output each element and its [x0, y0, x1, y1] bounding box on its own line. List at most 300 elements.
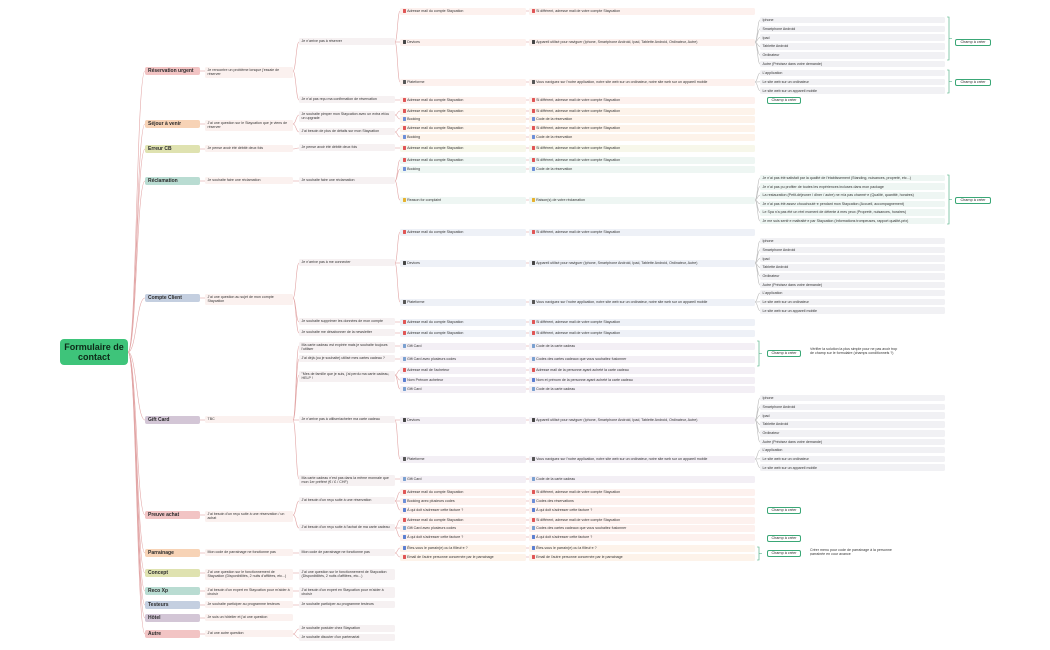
device-icon [403, 418, 406, 421]
field-text: Adresse mail du compte Staycation [407, 146, 464, 151]
mail-icon [403, 146, 406, 149]
platform-icon [532, 80, 535, 83]
field-node[interactable] [400, 116, 526, 123]
booking-icon [532, 167, 535, 170]
field-node[interactable] [400, 356, 526, 363]
group-bracket [947, 175, 952, 224]
category-node[interactable]: Séjour à venir [145, 120, 200, 128]
gift-icon [532, 357, 535, 360]
subquestion-node[interactable]: Je n'ai pas reçu ma confirmation de réservation [299, 96, 395, 103]
reason-option[interactable]: Le Spa n'a pas été un réel moment de détente à mes yeux (Propreté, nuisances, horaires) [760, 209, 945, 216]
field-node[interactable] [400, 330, 526, 337]
platform-icon [532, 457, 535, 460]
field-node[interactable] [529, 343, 755, 350]
note-text[interactable]: Vérifier la solution la plus simple pour ne pas avoir trop de champ sur le formulaire (champs conditionnels ?) [810, 347, 898, 356]
field-text: Vous naviguez sur l'notre application, notre site web sur un ordinateur, notre site web sur un appareil mobile [536, 300, 708, 305]
field-node[interactable] [400, 545, 526, 552]
field-node[interactable] [400, 97, 526, 104]
field-node[interactable] [529, 299, 755, 306]
create-field-button[interactable]: Champ à créer [767, 550, 801, 557]
subquestion-node[interactable]: Je n'arrive pas à me connecter [299, 259, 395, 266]
field-node[interactable] [529, 507, 755, 514]
device-option[interactable]: Tablette Android [760, 421, 945, 428]
category-node[interactable]: Autre [145, 630, 200, 638]
field-node[interactable] [400, 377, 526, 384]
field-text: Adresse mail du compte Staycation [407, 158, 464, 163]
create-field-button[interactable]: Champ à créer [767, 507, 801, 514]
field-node[interactable] [400, 386, 526, 393]
field-text: Si différent, adresse mail de votre compte Staycation [536, 98, 621, 103]
person-icon [532, 508, 535, 511]
field-text: Raison(s) de votre réclamation [536, 198, 586, 203]
connector-line [293, 263, 299, 298]
subquestion-node[interactable]: Je souhaite faire une réclamation [299, 177, 395, 184]
field-text: Si différent, adresse mail de votre compte Staycation [536, 490, 621, 495]
connector-line [128, 149, 145, 352]
field-node[interactable] [400, 134, 526, 141]
mail-icon [403, 109, 406, 112]
connector-line [395, 11, 400, 42]
person-icon [532, 546, 535, 549]
create-field-button[interactable]: Champ à créer [955, 39, 991, 46]
connector-line [395, 232, 400, 263]
field-node[interactable] [400, 417, 526, 424]
gift-icon [403, 357, 406, 360]
platform-icon [532, 300, 535, 303]
question-node[interactable]: TBC [205, 416, 293, 423]
mail-icon [532, 158, 535, 161]
gift-icon [532, 387, 535, 390]
field-node[interactable] [529, 554, 755, 561]
field-text: À qui doit s'adresser cette facture ? [407, 535, 464, 540]
subquestion-node[interactable]: Je souhaite discuter d'un partenariat [299, 634, 395, 641]
mail-icon [403, 9, 406, 12]
mail-icon [403, 320, 406, 323]
field-node[interactable] [400, 157, 526, 164]
category-node[interactable]: Testeurs [145, 601, 200, 609]
mail-icon [403, 518, 406, 521]
subquestion-node[interactable]: Je souhaite postuler chez Staycation [299, 625, 395, 632]
category-node[interactable]: Concept [145, 569, 200, 577]
field-text: Code de la carte cadeau [536, 477, 576, 482]
mail-icon [403, 98, 406, 101]
field-node[interactable] [400, 343, 526, 350]
field-text: Si différent, adresse mail de votre compte Staycation [536, 158, 621, 163]
field-node[interactable] [529, 525, 755, 532]
mail-icon [403, 126, 406, 129]
field-node[interactable] [400, 367, 526, 374]
platform-option[interactable]: L'application [760, 447, 945, 454]
field-node[interactable] [400, 166, 526, 173]
platform-option[interactable]: L'application [760, 290, 945, 297]
field-text: À qui doit s'adresser cette facture ? [536, 508, 593, 513]
field-node[interactable] [400, 554, 526, 561]
field-text: Nom et prénom de la personne ayant acheté la carte cadeau [536, 378, 633, 383]
field-text: Gift Card [407, 344, 422, 349]
group-bracket [757, 547, 762, 560]
field-text: Si différent, adresse mail de votre compte Staycation [536, 109, 621, 114]
subquestion-node[interactable]: Je souhaite me désabonner de la newsletter [299, 329, 395, 336]
field-text: Adresse mail du compte Staycation [407, 490, 464, 495]
device-option[interactable]: Tablette Android [760, 43, 945, 50]
field-text: Code de la réservation [536, 117, 573, 122]
field-text: À qui doit s'adresser cette facture ? [536, 535, 593, 540]
mail-icon [532, 555, 535, 558]
field-node[interactable] [400, 498, 526, 505]
field-node[interactable] [529, 134, 755, 141]
subquestion-node[interactable]: Je n'arrive pas à utiliser/acheter ma carte cadeau [299, 416, 395, 423]
field-node[interactable] [529, 367, 755, 374]
warning-icon [532, 198, 535, 201]
mail-icon [403, 555, 406, 558]
field-text: Adresse mail du compte Staycation [407, 98, 464, 103]
subquestion-node[interactable]: Je pense avoir été débité deux fois [299, 144, 395, 151]
field-text: Adresse mail du compte Staycation [407, 320, 464, 325]
platform-option[interactable]: Le site web sur un ordinateur [760, 456, 945, 463]
question-node[interactable]: J'ai besoin d'un expert en Staycation pour m'aider à choisir [205, 587, 293, 598]
field-text: Gift Card avec plusieurs codes [407, 526, 457, 531]
field-node[interactable] [529, 386, 755, 393]
field-text: Plateforme [407, 80, 425, 85]
field-text: Devices [407, 40, 420, 45]
question-node[interactable]: Mon code de parrainage ne fonctionne pas [205, 549, 293, 556]
reason-option[interactable]: Je n'ai pas été satisfait par la qualité de l'établissement (Standing, nuisances, propreté, etc...) [760, 175, 945, 182]
connector-line [293, 359, 299, 420]
field-text: Code de la réservation [536, 167, 573, 172]
gift-icon [403, 387, 406, 390]
platform-option[interactable]: Le site web sur un appareil mobile [760, 87, 945, 94]
field-node[interactable] [529, 197, 755, 204]
field-text: Adresse mail de la personne ayant acheté la carte cadeau [536, 368, 629, 373]
field-node[interactable] [400, 525, 526, 532]
question-node[interactable]: Je rencontre un problème lorsque j'essaie de réserver [205, 67, 293, 78]
person-icon [403, 378, 406, 381]
category-node[interactable]: Réclamation [145, 177, 200, 185]
reason-option[interactable]: Je n'ai pas été assez chouchouté·e pendant mon Staycation (Accueil, accompagnement) [760, 201, 945, 208]
person-icon [403, 508, 406, 511]
connector-line [395, 263, 400, 302]
root-node[interactable]: Formulaire de contact [60, 339, 128, 365]
field-node[interactable] [529, 476, 755, 483]
connector-line [293, 501, 299, 515]
connector-line [395, 42, 400, 82]
group-bracket [947, 70, 952, 93]
field-text: Adresse mail du compte Staycation [407, 109, 464, 114]
connector-line [128, 71, 145, 352]
question-node[interactable]: Je suis un hôtelier et j'ai une question [205, 614, 293, 621]
field-node[interactable] [529, 330, 755, 337]
platform-option[interactable]: L'application [760, 70, 945, 77]
field-node[interactable] [529, 229, 755, 236]
field-text: Adresse mail du compte Staycation [407, 126, 464, 131]
note-text[interactable]: Créer menu pour code de parrainage à la personne parrainée en cour avance [810, 548, 898, 556]
mail-icon [532, 490, 535, 493]
field-text: Nom Prénom acheteur [407, 378, 444, 383]
device-option[interactable]: Iphone [760, 238, 945, 245]
group-bracket [947, 17, 952, 60]
field-node[interactable] [400, 197, 526, 204]
subquestion-node[interactable]: J'ai déjà (ou je souhaite) utilisé mes cartes cadeau ? [299, 355, 395, 362]
subquestion-node[interactable]: Je souhaite supprimer les données de mon compte [299, 318, 395, 325]
mail-icon [403, 331, 406, 334]
question-node[interactable]: Je souhaite faire une réclamation [205, 177, 293, 184]
create-field-button[interactable]: Champ à créer [767, 535, 801, 542]
field-text: Êtes-vous le parrain(e) ou la filleul·e ? [536, 546, 597, 551]
category-node[interactable]: Réservation urgent [145, 67, 200, 75]
field-text: Si différent, adresse mail de votre compte Staycation [536, 230, 621, 235]
field-text: Si différent, adresse mail de votre compte Staycation [536, 320, 621, 325]
mail-icon [403, 230, 406, 233]
field-text: Gift Card [407, 477, 422, 482]
field-node[interactable] [400, 517, 526, 524]
field-text: Email de l'autre personne concernée par le parrainage [536, 555, 623, 560]
field-node[interactable] [529, 108, 755, 115]
field-node[interactable] [400, 125, 526, 132]
category-node[interactable]: Parrainage [145, 549, 200, 557]
field-text: Si différent, adresse mail de votre compte Staycation [536, 331, 621, 336]
field-node[interactable] [529, 166, 755, 173]
question-node[interactable]: Je pense avoir été débité deux fois [205, 145, 293, 152]
connector-line [128, 352, 145, 634]
field-text: Codes des réservations [536, 499, 574, 504]
field-node[interactable] [400, 299, 526, 306]
mail-icon [532, 146, 535, 149]
device-option[interactable]: Ipad [760, 34, 945, 41]
booking-icon [403, 135, 406, 138]
booking-icon [403, 167, 406, 170]
gift-icon [532, 526, 535, 529]
booking-icon [532, 135, 535, 138]
gift-icon [532, 344, 535, 347]
gift-icon [532, 477, 535, 480]
device-option[interactable]: Autre (Précisez dans votre demande) [760, 439, 945, 446]
booking-icon [532, 499, 535, 502]
field-text: Booking [407, 167, 421, 172]
device-option[interactable]: Smartphone Android [760, 26, 945, 33]
field-text: Si différent, adresse mail de votre compte Staycation [536, 9, 621, 14]
connector-line [395, 420, 400, 459]
field-node[interactable] [400, 39, 526, 46]
booking-icon [403, 499, 406, 502]
field-node[interactable] [529, 125, 755, 132]
create-field-button[interactable]: Champ à créer [767, 350, 801, 357]
platform-option[interactable]: Le site web sur un appareil mobile [760, 464, 945, 471]
field-node[interactable] [400, 534, 526, 541]
field-text: Appareil utilisé pour naviguer (Iphone, Smartphone Android, Ipad, Tablette Android, Ordinateur, Autre) [536, 40, 698, 45]
reason-option[interactable]: La restauration (Petit-déjeuner / dîner / autre) ne m'a pas charmé·e (Qualité, quantité, horaires) [760, 192, 945, 199]
category-node[interactable]: Gift Card [145, 416, 200, 424]
device-icon [403, 40, 406, 43]
device-option[interactable]: Ordinateur [760, 52, 945, 59]
warning-icon [403, 198, 406, 201]
question-node[interactable]: Je souhaite participer au programme testeurs [205, 601, 293, 608]
question-node[interactable]: J'ai besoin d'un reçu suite à une réservation / un achat [205, 511, 293, 522]
booking-icon [532, 117, 535, 120]
field-node[interactable] [400, 507, 526, 514]
person-icon [403, 535, 406, 538]
field-node[interactable] [529, 545, 755, 552]
platform-option[interactable]: Le site web sur un ordinateur [760, 79, 945, 86]
field-text: Devices [407, 261, 420, 266]
field-node[interactable] [400, 145, 526, 152]
field-text: Booking [407, 117, 421, 122]
device-option[interactable]: Autre (Précisez dans votre demande) [760, 282, 945, 289]
mail-icon [532, 126, 535, 129]
category-node[interactable]: Compte Client [145, 294, 200, 302]
connector-line [128, 352, 145, 553]
field-node[interactable] [529, 8, 755, 15]
reason-option[interactable]: Je n'ai pas pu profiter de toutes les expériences incluses dans mon package [760, 183, 945, 190]
subquestion-node[interactable]: Mon code de parrainage ne fonctionne pas [299, 549, 395, 556]
mail-icon [532, 320, 535, 323]
gift-icon [403, 526, 406, 529]
device-icon [532, 40, 535, 43]
field-text: Email de l'autre personne concernée par le parrainage [407, 555, 494, 560]
field-text: Plateforme [407, 457, 425, 462]
device-option[interactable]: Smartphone Android [760, 247, 945, 254]
subquestion-node[interactable]: J'ai besoin d'un expert en Staycation pour m'aider à choisir [299, 587, 395, 598]
person-icon [532, 378, 535, 381]
subquestion-node[interactable]: Ma carte cadeau n'est pas dans la même monnaie que mon 1er préféré (€ / £ / CHF) [299, 475, 395, 486]
field-node[interactable] [529, 489, 755, 496]
field-text: Si différent, adresse mail de votre compte Staycation [536, 126, 621, 131]
subquestion-node[interactable]: Je souhaite participer au programme testeurs [299, 601, 395, 608]
platform-option[interactable]: Le site web sur un ordinateur [760, 299, 945, 306]
field-text: Plateforme [407, 300, 425, 305]
subquestion-node[interactable]: Ma carte cadeau est expirée mais je souhaite toujours l'utiliser [299, 342, 395, 353]
field-text: Codes des cartes cadeaux que vous souhaitez fusionner [536, 357, 627, 362]
field-node[interactable] [400, 108, 526, 115]
field-node[interactable] [529, 260, 755, 267]
field-text: Code de la carte cadeau [536, 344, 576, 349]
field-node[interactable] [400, 489, 526, 496]
question-node[interactable]: J'ai une question sur le fonctionnement de Staycation (Disponibilités, 2 nuits d'affilées, etc...) [205, 569, 293, 580]
field-text: Vous naviguez sur l'notre application, notre site web sur un ordinateur, notre site web sur un appareil mobile [536, 457, 708, 462]
subquestion-node[interactable]: Je n'arrive pas à réserver [299, 38, 395, 45]
device-icon [532, 261, 535, 264]
mail-icon [532, 368, 535, 371]
connector-line [293, 42, 299, 71]
create-field-button[interactable]: Champ à créer [955, 197, 991, 204]
field-text: Booking [407, 135, 421, 140]
device-option[interactable]: Autre (Précisez dans votre demande) [760, 61, 945, 68]
subquestion-node[interactable]: J'ai besoin de plus de détails sur mon Staycation [299, 128, 395, 135]
field-text: Gift Card avec plusieurs codes [407, 357, 457, 362]
field-node[interactable] [400, 319, 526, 326]
mail-icon [403, 368, 406, 371]
field-node[interactable] [400, 8, 526, 15]
field-text: Booking avec plusieurs codes [407, 499, 455, 504]
field-node[interactable] [529, 319, 755, 326]
connector-line [293, 420, 299, 479]
field-node[interactable] [529, 157, 755, 164]
mail-icon [532, 518, 535, 521]
field-node[interactable] [529, 39, 755, 46]
field-text: Adresse mail du compte Staycation [407, 331, 464, 336]
connector-line [128, 124, 145, 352]
field-node[interactable] [529, 116, 755, 123]
device-option[interactable]: Ordinateur [760, 430, 945, 437]
mail-icon [403, 490, 406, 493]
platform-option[interactable]: Le site web sur un appareil mobile [760, 307, 945, 314]
field-node[interactable] [529, 97, 755, 104]
field-node[interactable] [400, 79, 526, 86]
connector-line [293, 298, 299, 333]
field-node[interactable] [529, 456, 755, 463]
field-text: Gift Card [407, 387, 422, 392]
field-text: Si différent, adresse mail de votre compte Staycation [536, 146, 621, 151]
mail-icon [532, 109, 535, 112]
person-icon [403, 546, 406, 549]
subquestion-node[interactable]: J'ai besoin d'un reçu suite à l'achat de ma carte cadeau [299, 524, 395, 531]
category-node[interactable]: Erreur CB [145, 145, 200, 153]
field-text: Adresse mail du compte Staycation [407, 9, 464, 14]
field-text: Devices [407, 418, 420, 423]
device-option[interactable]: Ipad [760, 255, 945, 262]
field-node[interactable] [400, 476, 526, 483]
category-node[interactable]: Reco Xp [145, 587, 200, 595]
category-node[interactable]: Preuve achat [145, 511, 200, 519]
device-option[interactable]: Ordinateur [760, 273, 945, 280]
create-field-button[interactable]: Champ à créer [767, 97, 801, 104]
subquestion-node[interactable]: "Mes de famille que je suis, j'ai perdu ma carte cadeau, HELP ! [299, 371, 395, 382]
group-bracket [757, 341, 762, 366]
field-node[interactable] [400, 456, 526, 463]
platform-icon [403, 300, 406, 303]
field-text: Code de la carte cadeau [536, 387, 576, 392]
platform-icon [403, 80, 406, 83]
device-option[interactable]: Tablette Android [760, 264, 945, 271]
field-text: Codes des cartes cadeaux que vous souhaitez fusionner [536, 526, 627, 531]
field-node[interactable] [529, 145, 755, 152]
gift-icon [403, 344, 406, 347]
field-node[interactable] [529, 377, 755, 384]
field-text: Appareil utilisé pour naviguer (Iphone, Smartphone Android, Ipad, Tablette Android, Ordinateur, Autre) [536, 261, 698, 266]
mail-icon [403, 158, 406, 161]
mail-icon [532, 98, 535, 101]
field-node[interactable] [529, 534, 755, 541]
field-text: Adresse mail du compte Staycation [407, 230, 464, 235]
device-option[interactable]: Iphone [760, 395, 945, 402]
question-node[interactable]: J'ai une question sur le Staycation que je viens de réserver [205, 120, 293, 131]
reason-option[interactable]: Je me suis senti·e maltraité·e par Staycation (Informations trompeuses, rapport qualité-prix) [760, 218, 945, 225]
field-text: Reason for complaint [407, 198, 442, 203]
field-node[interactable] [400, 229, 526, 236]
create-field-button[interactable]: Champ à créer [955, 79, 991, 86]
device-option[interactable]: Smartphone Android [760, 404, 945, 411]
device-option[interactable]: Ipad [760, 412, 945, 419]
device-option[interactable]: Iphone [760, 17, 945, 24]
booking-icon [403, 117, 406, 120]
category-node[interactable]: Hôtel [145, 614, 200, 622]
mail-icon [532, 230, 535, 233]
subquestion-node[interactable]: Je souhaite pimper mon Staycation avec un extra et/ou un upgrade [299, 111, 395, 122]
field-text: Appareil utilisé pour naviguer (Iphone, Smartphone Android, Ipad, Tablette Android, Ordinateur, Autre) [536, 418, 698, 423]
question-node[interactable]: J'ai une question au sujet de mon compte Staycation [205, 294, 293, 305]
field-node[interactable] [529, 356, 755, 363]
field-node[interactable] [400, 260, 526, 267]
field-node[interactable] [529, 498, 755, 505]
gift-icon [403, 477, 406, 480]
field-text: Vous naviguez sur l'notre application, notre site web sur un ordinateur, notre site web sur un appareil mobile [536, 80, 708, 85]
subquestion-node[interactable]: J'ai besoin d'un reçu suite à une réservation [299, 497, 395, 504]
question-node[interactable]: J'ai une autre question [205, 630, 293, 637]
subquestion-node[interactable]: J'ai une question sur le fonctionnement de Staycation (Disponibilités, 2 nuits d'affilées, etc...) [299, 569, 395, 580]
field-text: À qui doit s'adresser cette facture ? [407, 508, 464, 513]
field-node[interactable] [529, 517, 755, 524]
field-node[interactable] [529, 417, 755, 424]
field-node[interactable] [529, 79, 755, 86]
